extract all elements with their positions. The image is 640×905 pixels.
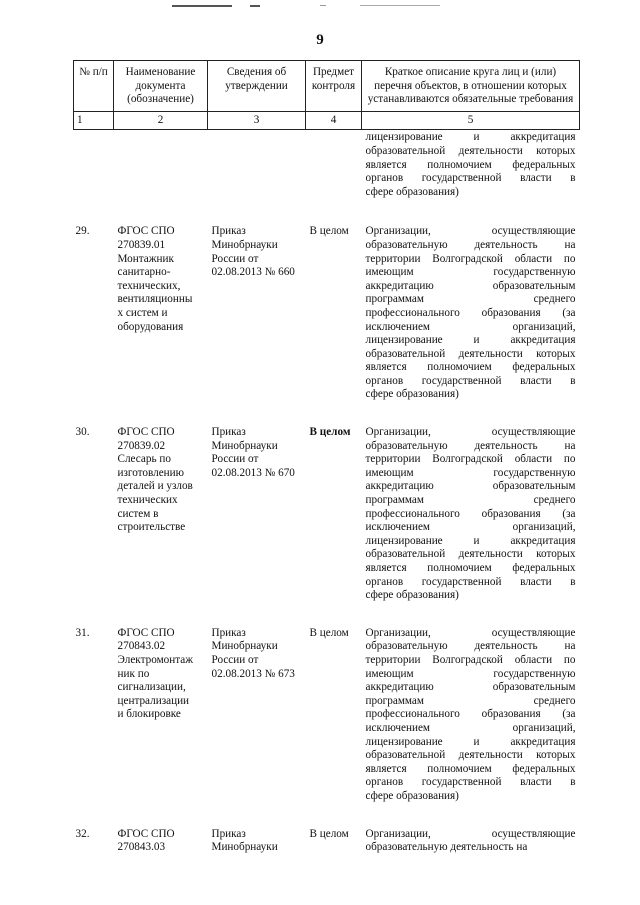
text-line: исключением организаций, [365, 521, 576, 534]
scope-description [362, 425, 580, 604]
text-line: Минобрнауки [211, 439, 278, 452]
text-line: оборудования [117, 320, 184, 333]
text-line: Минобрнауки [211, 640, 278, 653]
scope-description [362, 827, 580, 856]
text-line: систем в [117, 507, 159, 520]
text-line: технических [117, 494, 178, 507]
text-line: вентиляционны [117, 293, 193, 306]
control-subject: В целом [309, 426, 351, 439]
row-spacer [74, 403, 580, 425]
text-line: имеющим государственную [365, 266, 576, 279]
approval-info [208, 827, 306, 856]
text-line: Организации, осуществляющие [365, 626, 576, 639]
table-row [74, 425, 580, 604]
text-line: Электромонтаж [117, 653, 193, 666]
text-line: Приказ [211, 225, 246, 238]
table-row [74, 626, 580, 805]
text-line: образовательной деятельности которых [365, 144, 576, 157]
control-subject: В целом [309, 225, 349, 238]
text-line: Организации, осуществляющие [365, 827, 576, 840]
scan-artifact [320, 5, 326, 6]
text-line: лицензирование и аккредитация [365, 131, 576, 144]
text-line: образовательную деятельность на [365, 640, 576, 653]
scope-description [362, 626, 580, 805]
text-line: и блокировке [117, 708, 181, 721]
text-line: 270843.02 [117, 640, 166, 653]
text-line: Организации, осуществляющие [365, 426, 576, 439]
column-number: 1 [74, 111, 114, 130]
continuation-text [362, 130, 580, 200]
text-line: 270839.01 [117, 238, 166, 251]
scan-artifact [360, 5, 440, 6]
text-line: сигнализации, [117, 681, 186, 694]
column-number: 4 [306, 111, 362, 130]
text-line: исключением организаций, [365, 320, 576, 333]
text-line: России от [211, 453, 259, 466]
document-name [114, 425, 208, 604]
row-number: 30. [75, 426, 90, 439]
text-line: территории Волгоградской области по [365, 252, 576, 265]
row-spacer [74, 200, 580, 224]
header-description: Краткое описание круга лиц и (или) перечня объектов, в отношении которых устанавливаются обязательные требования [362, 61, 580, 112]
header-subject: Предмет контроля [306, 61, 362, 112]
text-line: аккредитацию образовательным [365, 480, 576, 493]
approval-info [208, 626, 306, 805]
text-line: имеющим государственную [365, 667, 576, 680]
scan-artifact [250, 5, 260, 7]
scan-artifact [172, 5, 232, 7]
row-spacer [74, 604, 580, 626]
text-line: образовательной деятельности которых [365, 347, 576, 360]
document-name [114, 626, 208, 805]
text-line: технических, [117, 279, 181, 292]
column-number: 3 [208, 111, 306, 130]
text-line: России от [211, 653, 259, 666]
text-line: ФГОС СПО [117, 225, 175, 238]
text-line: Организации, осуществляющие [365, 225, 576, 238]
text-line: аккредитацию образовательным [365, 681, 576, 694]
text-line: территории Волгоградской области по [365, 653, 576, 666]
text-line: х систем и [117, 306, 168, 319]
document-name [114, 224, 208, 403]
text-line: Приказ [211, 426, 246, 439]
row-spacer [74, 805, 580, 827]
text-line: централизации [117, 694, 190, 707]
header-document-name: Наименование документа (обозначение) [114, 61, 208, 112]
text-line: деталей и узлов [117, 480, 193, 493]
table-row [74, 224, 580, 403]
text-line: 02.08.2013 № 670 [211, 466, 295, 479]
approval-info [208, 425, 306, 604]
text-line: аккредитацию образовательным [365, 279, 576, 292]
page-number: 9 [316, 32, 324, 48]
text-line: образовательную деятельность на [365, 238, 576, 251]
table-body [74, 130, 580, 856]
text-line: лицензирование и аккредитация [365, 735, 576, 748]
text-line: исключением организаций, [365, 721, 576, 734]
text-line: 270843.03 [117, 841, 166, 854]
text-line: программам среднего [365, 494, 576, 507]
text-line: Приказ [211, 827, 246, 840]
row-number: 31. [75, 626, 90, 639]
scope-description [362, 224, 580, 403]
row-number: 29. [75, 225, 90, 238]
approval-info [208, 224, 306, 403]
table-row [74, 827, 580, 856]
text-line: сфере образования) [365, 388, 459, 401]
column-number: 5 [362, 111, 580, 130]
column-number: 2 [114, 111, 208, 130]
text-line: лицензирование и аккредитация [365, 334, 576, 347]
text-line: изготовлению [117, 466, 185, 479]
header-row [74, 61, 580, 112]
text-line: 02.08.2013 № 673 [211, 667, 295, 680]
text-line: 02.08.2013 № 660 [211, 266, 295, 279]
column-number-row [74, 111, 580, 130]
control-subject: В целом [309, 626, 349, 639]
text-line: России от [211, 252, 259, 265]
text-line: Минобрнауки [211, 238, 278, 251]
text-line: 270839.02 [117, 439, 166, 452]
text-line: строительстве [117, 521, 186, 534]
text-line: территории Волгоградской области по [365, 453, 576, 466]
text-line: ФГОС СПО [117, 827, 175, 840]
text-line: Слесарь по [117, 453, 171, 466]
row-number: 32. [75, 827, 90, 840]
text-line: является полномочием федеральных [365, 158, 576, 171]
text-line: ФГОС СПО [117, 626, 175, 639]
text-line: органов государственной власти в [365, 776, 576, 789]
text-line: образовательную деятельность на [365, 841, 528, 854]
text-line: Минобрнауки [211, 841, 278, 854]
text-line: лицензирование и аккредитация [365, 534, 576, 547]
header-number: № п/п [74, 61, 114, 112]
requirements-table [73, 60, 580, 856]
text-line: профессионального образования (за [365, 507, 576, 520]
text-line: профессионального образования (за [365, 306, 576, 319]
text-line: Приказ [211, 626, 246, 639]
text-line: органов государственной власти в [365, 575, 576, 588]
text-line: сфере образования) [365, 789, 459, 802]
text-line: ФГОС СПО [117, 426, 175, 439]
text-line: санитарно- [117, 266, 171, 279]
text-line: является полномочием федеральных [365, 562, 576, 574]
continuation-row [74, 130, 580, 200]
text-line: программам среднего [365, 694, 576, 707]
text-line: органов государственной власти в [365, 374, 576, 387]
document-name [114, 827, 208, 856]
text-line: образовательную деятельность на [365, 439, 576, 452]
control-subject: В целом [309, 827, 349, 840]
text-line: программам среднего [365, 293, 576, 306]
text-line: Монтажник [117, 252, 174, 265]
text-line: образовательной деятельности которых [365, 548, 576, 561]
text-line: профессионального образования (за [365, 708, 576, 721]
text-line: сфере образования) [365, 185, 459, 198]
text-line: органов государственной власти в [365, 172, 576, 185]
text-line: является полномочием федеральных [365, 361, 576, 374]
text-line: имеющим государственную [365, 466, 576, 479]
text-line: ник по [117, 667, 150, 680]
text-line: образовательной деятельности которых [365, 749, 576, 762]
header-approval: Сведения об утверждении [208, 61, 306, 112]
text-line: сфере образования) [365, 589, 459, 602]
text-line: является полномочием федеральных [365, 762, 576, 775]
